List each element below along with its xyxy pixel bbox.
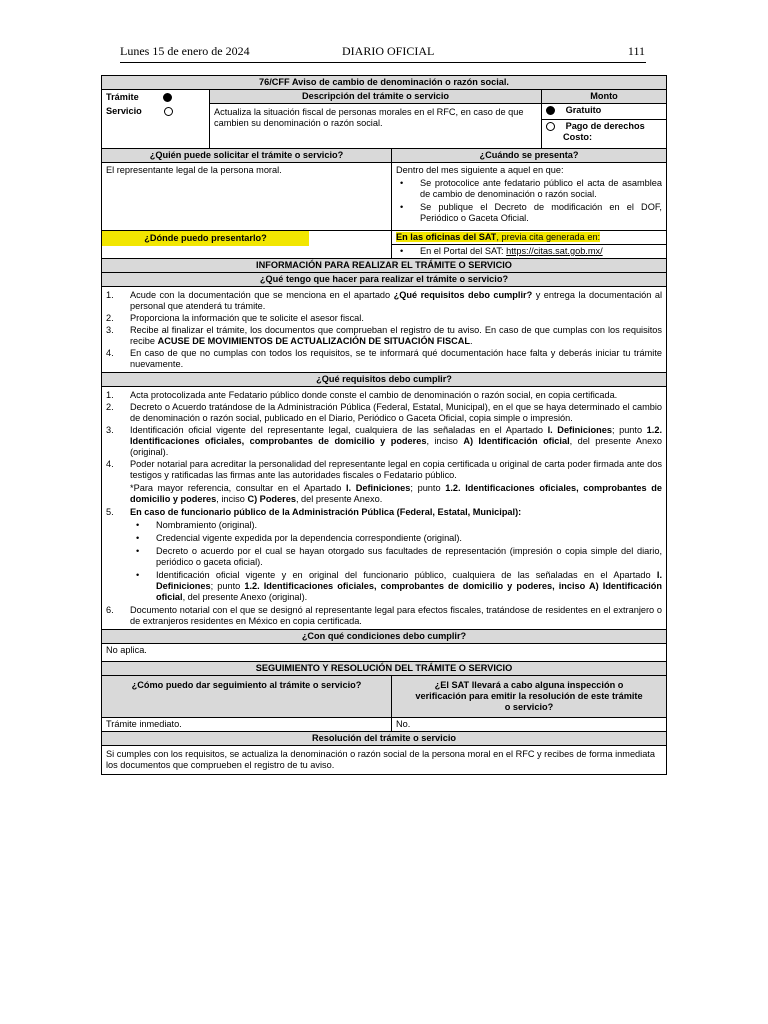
monto-pago [542,120,667,149]
gratuito-label: Gratuito [565,105,602,115]
page-header [120,44,645,60]
como-header: ¿Cómo puedo dar seguimiento al trámite o servicio? [102,676,392,718]
funcionario-item: • Credencial vigente expedida por la dependencia correspondiente (original). [130,533,662,544]
seguimiento-header: SEGUIMIENTO Y RESOLUCIÓN DEL TRÁMITE O SERVICIO [102,662,667,676]
funcionario-item: • Decreto o acuerdo por el cual se hayan otorgado sus facultades de representación (impresión o copia simple del diario, periódico o gaceta oficial). [130,546,662,568]
requisito-item: 4. Poder notarial para acreditar la personalidad del representante legal en copia certificada u original de carta poder firmada ante dos testigos y ratificadas las firmas ante las autoridades fiscales o Fedatario público. [106,459,662,480]
type-selector [102,90,210,149]
servicio-radio[interactable] [164,107,173,116]
monto-header: Monto [542,90,667,104]
procedure-form [101,75,667,775]
servicio-label: Servicio [106,106,142,116]
pago-label: Pago de derechos [565,121,645,131]
requisito-item: 6. Documento notarial con el que se designó al representante legal para efectos fiscales, tratándose de residentes en el extranjero o de extranjeros residentes en México en copia certificada. [106,605,662,626]
funcionario-item: • Nombramiento (original). [130,520,662,531]
paso-item: 4. En caso de que no cumplas con todos los requisitos, se te informará qué documentación hace falta y deberás iniciar tu trámite nuevamente. [106,348,662,369]
cuando-item: • Se protocolice ante fedatario público el acta de asamblea de cambio de denominación o razón social. [396,178,662,200]
cuando-intro: Dentro del mes siguiente a aquel en que: [396,165,564,175]
condiciones-text: No aplica. [102,644,667,662]
header-title: DIARIO OFICIAL [342,44,435,58]
donde-text-highlight: En las oficinas del SAT [396,232,497,242]
requisito-item: 2. Decreto o Acuerdo tratándose de la Administración Pública (Federal, Estatal, Municipal), en el que se haya determinado el cambio de denominación o razón social, publicado en el Diario, Periódico o Gaceta Oficial, copia simple o impresión. [106,402,662,423]
tramite-label: Trámite [106,92,139,102]
header-rule [120,62,646,63]
requisito-item: 5. En caso de funcionario público de la Administración Pública (Federal, Estatal, Municipal): • Nombramiento (original). • Credencial vigente expedida por la dependencia correspondiente (original). • Decreto o acuerdo por el cual se hayan otorgado sus facultades de representación (impresión o copia simple del diario, periódico o gaceta oficial). • Identificación oficial vigente y en original del funcionario público, cualquiera de las señaladas en el Apartado I. Definiciones; punto 1.2. Identificaciones oficiales, comprobantes de domicilio y poderes, inciso A) Identificación oficial, del presente Anexo (original). [106,507,662,603]
inspeccion-text: No. [392,718,667,732]
requisitos-list-cont [106,507,662,627]
requisito-note: *Para mayor referencia, consultar en el Apartado I. Definiciones; punto 1.2. Identificaciones oficiales, comprobantes de domicilio y poderes, inciso C) Poderes, del presente Anexo. [130,483,662,504]
gratuito-radio[interactable] [546,106,555,115]
form-title: 76/CFF Aviso de cambio de denominación o razón social. [102,76,667,90]
cuando-list [396,178,662,224]
tramite-radio[interactable] [163,93,172,102]
header-page-number: 111 [627,44,645,58]
que-hacer-header: ¿Qué tengo que hacer para realizar el trámite o servicio? [102,273,667,287]
como-text: Trámite inmediato. [102,718,392,732]
condiciones-header: ¿Con qué condiciones debo cumplir? [102,630,667,644]
cuando-item: • Se publique el Decreto de modificación en el DOF, Periódico o Gaceta Oficial. [396,202,662,224]
paso-item: 3. Recibe al finalizar el trámite, los documentos que comprueban el registro de tu aviso. En caso de que cumplas con los requisitos recibe ACUSE DE MOVIMIENTOS DE ACTUALIZACIÓN DE SITUACIÓN FISCAL. [106,325,662,346]
info-header: INFORMACIÓN PARA REALIZAR EL TRÁMITE O SERVICIO [102,259,667,273]
requisitos-cell [102,387,667,630]
pasos-cell [102,287,667,373]
description-header: Descripción del trámite o servicio [210,90,542,104]
description-text: Actualiza la situación fiscal de personas morales en el RFC, en caso de que cambien su denominación o razón social. [210,104,542,149]
donde-text-cell [392,231,667,245]
funcionario-item: • Identificación oficial vigente y en original del funcionario público, cualquiera de las señaladas en el Apartado I. Definiciones; punto 1.2. Identificaciones oficiales, comprobantes de domicilio y poderes, inciso A) Identificación oficial, del presente Anexo (original). [130,570,662,603]
costo-label: Costo: [563,132,593,142]
citas-link[interactable]: https://citas.sat.gob.mx/ [506,246,603,256]
quien-text: El representante legal de la persona moral. [102,163,392,231]
paso-item: 2. Proporciona la información que te solicite el asesor fiscal. [106,313,364,323]
donde-item-prefix: En el Portal del SAT: [420,246,507,256]
cuando-header: ¿Cuándo se presenta? [392,149,667,163]
monto-gratuito [542,104,667,120]
pasos-list [106,290,662,370]
donde-text-rest: , previa cita generada en: [496,232,601,242]
donde-list [396,246,662,257]
donde-cell [102,231,392,259]
quien-header: ¿Quién puede solicitar el trámite o servicio? [102,149,392,163]
requisitos-header: ¿Qué requisitos debo cumplir? [102,373,667,387]
requisito-item: 1. Acta protocolizada ante Fedatario público donde conste el cambio de denominación o razón social, en copia certificada. [106,390,618,400]
funcionario-list [130,520,662,603]
resolucion-header: Resolución del trámite o servicio [102,732,667,746]
cuando-cell [392,163,667,231]
pago-radio[interactable] [546,122,555,131]
resolucion-text: Si cumples con los requisitos, se actualiza la denominación o razón social de la persona moral en el RFC y recibes de forma inmediata los documentos que comprueben el registro de tu aviso. [102,746,667,775]
requisitos-list [106,390,662,481]
donde-bullet-cell [392,245,667,259]
requisito-item: 3. Identificación oficial vigente del representante legal, cualquiera de las señaladas en el Apartado I. Definiciones; punto 1.2. Identificaciones oficiales, comprobantes de domicilio y poderes, inciso A) Identificación oficial, del presente Anexo (original). [106,425,662,457]
header-date: Lunes 15 de enero de 2024 [120,44,250,58]
paso-item: 1. Acude con la documentación que se menciona en el apartado ¿Qué requisitos debo cumplir? y entrega la documentación al personal que atenderá tu trámite. [106,290,662,311]
inspeccion-header: ¿El SAT llevará a cabo alguna inspección o verificación para emitir la resolución de este trámite o servicio? [392,676,667,718]
donde-item [396,246,662,257]
donde-header: ¿Dónde puedo presentarlo? [102,231,309,246]
